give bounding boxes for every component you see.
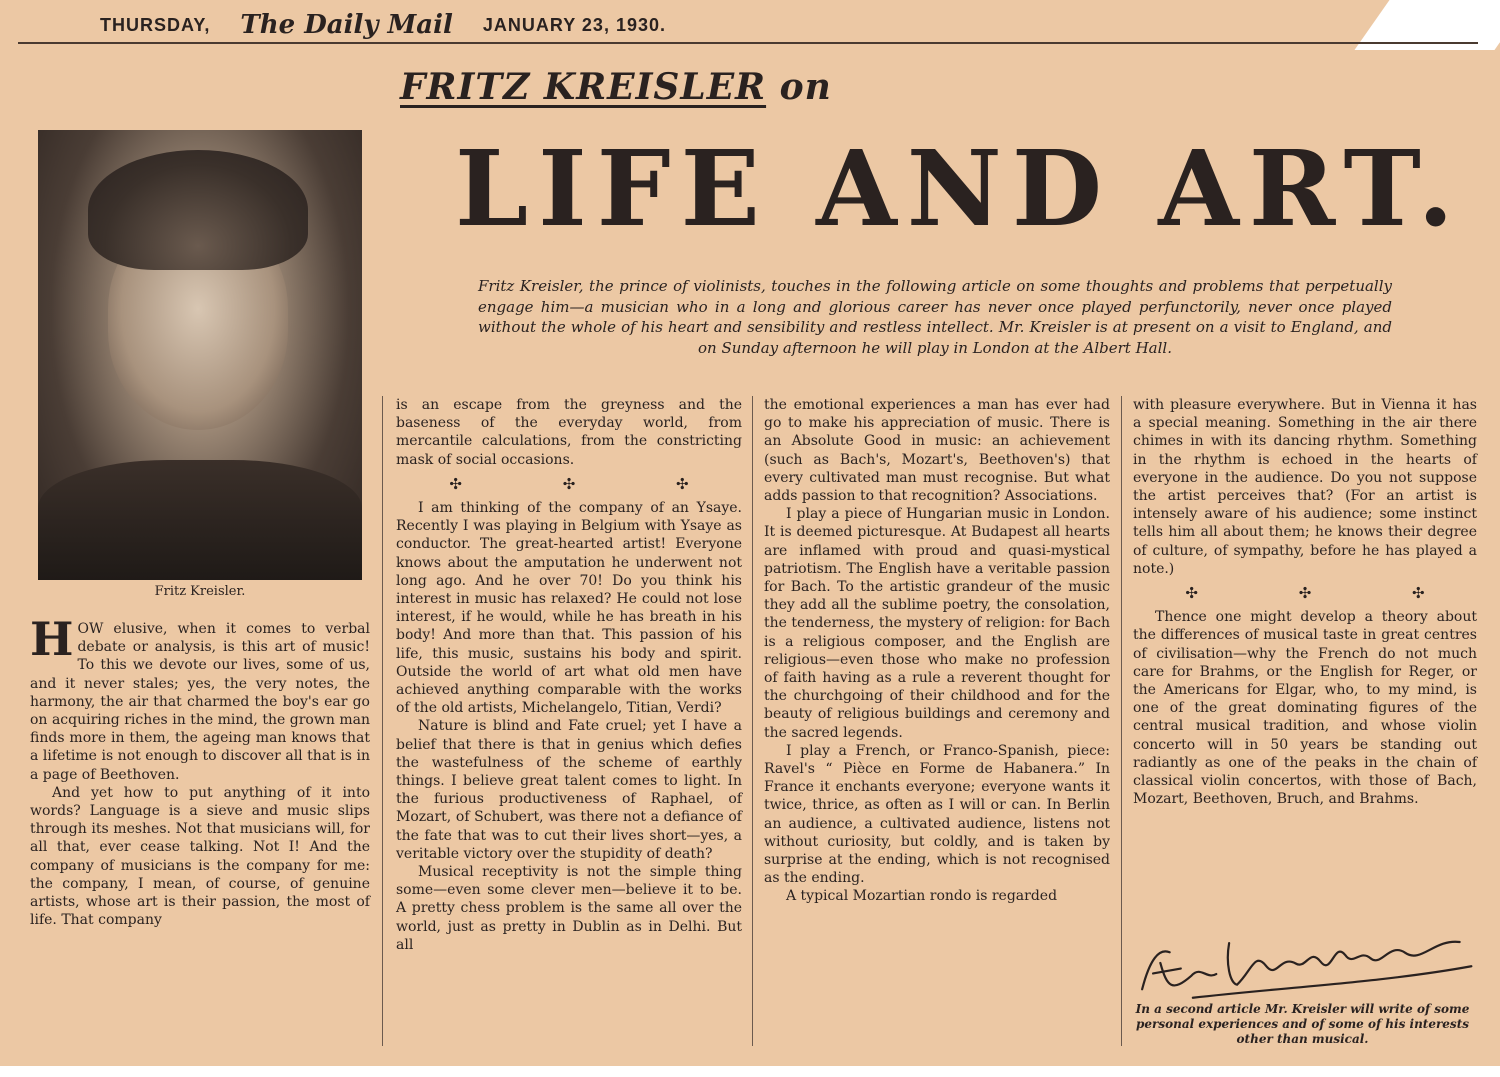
column-2-paragraph-1: is an escape from the greyness and the baseness of the everyday world, from mercantile calculations, from the constricting mask of social occasions. bbox=[396, 397, 742, 468]
masthead-day: THURSDAY, bbox=[100, 14, 211, 35]
masthead bbox=[100, 10, 740, 40]
section-ornament: ✣ ✣ ✣ bbox=[449, 474, 737, 493]
column-4-paragraph-1: with pleasure everywhere. But in Vienna it has a special meaning. Something in the air there chimes in with its dancing rhythm. Something in the rhythm is echoed in the hearts of everyone in the audience. Do you not suppose the artist perceives that? (For an artist is intensely aware of his audience; some instinct tells him all about them; he knows their degree of culture, of sympathy, before he has played a note.) bbox=[1133, 397, 1477, 577]
column-divider bbox=[752, 396, 753, 1046]
column-1-paragraph-1 bbox=[30, 612, 370, 784]
column-4-paragraph-2: Thence one might develop a theory about the differences of musical taste in great centres of civilisation—why the French do not much care for Brahms, or the English for Reger, or the Americans for Elgar, who, to my mind, is one of the great dominating figures of the central musical tradition, and whose violin concerto will in 50 years be standing out radiantly as one of the peaks in the chain of classical violin concertos, with those of Bach, Mozart, Beethoven, Bruch, and Brahms. bbox=[1133, 609, 1477, 808]
portrait-photo bbox=[38, 130, 362, 580]
column-3 bbox=[764, 396, 1110, 906]
kicker bbox=[400, 66, 860, 112]
column-2-paragraph-4: Musical receptivity is not the simple thing some—even some clever men—believe it to be. A pretty chess problem is the same all over the world, just as pretty in Dublin as in Delhi. But all bbox=[396, 864, 742, 953]
kicker-name: FRITZ KREISLER bbox=[400, 66, 767, 108]
column-1-paragraph-2: And yet how to put anything of it into words? Language is a sieve and music slips through its meshes. Not that musicians will, for all that, ever cease talking. Not I! And the company of musicians is the company for me: the company, I mean, of course, of genuine artists, whose art is their passion, the most of life. That company bbox=[30, 784, 370, 929]
column-2 bbox=[396, 396, 742, 954]
footnote: In a second article Mr. Kreisler will write of some personal experiences and of some of his interests other than musical. bbox=[1135, 1002, 1470, 1046]
masthead-paper-name: The Daily Mail bbox=[240, 10, 453, 40]
kicker-suffix: on bbox=[766, 66, 832, 108]
column-3-paragraph-1: the emotional experiences a man has ever had go to make his appreciation of music. There is an Absolute Good in music: an achievement (such as Bach's, Mozart's, Beethoven's) that every cultivated man must recognise. But what adds passion to that recognition? Associations. bbox=[764, 397, 1110, 505]
photo-hair-shape bbox=[88, 150, 308, 270]
drop-cap: H bbox=[30, 612, 74, 666]
column-4 bbox=[1133, 396, 1477, 808]
signature-strokes bbox=[1127, 896, 1477, 1010]
standfirst: Fritz Kreisler, the prince of violinists, touches in the following article on some thoughts and problems that perpetually engage him—a musician who in a long and glorious career has never once played perfunctorily, never once played without the whole of his heart and sensibility and restless intellect. Mr. Kreisler is at present on a visit to England, and on Sunday afternoon he will play in London at the Albert Hall. bbox=[478, 277, 1392, 357]
handwritten-signature bbox=[1127, 896, 1477, 1010]
column-1-paragraph-1-text: OW elusive, when it comes to verbal debate or analysis, is this art of music! To this we devote our lives, some of us, and it never stales; yes, the very notes, the harmony, the air that charmed the boy's ear go on acquiring riches in the mind, the grown man finds more in them, the ageing man knows that a lifetime is not enough to discover all that is in a page of Beethoven. bbox=[30, 621, 370, 783]
headline: LIFE AND ART. bbox=[455, 127, 1464, 250]
photo-caption: Fritz Kreisler. bbox=[154, 584, 246, 599]
column-2-paragraph-2: I am thinking of the company of an Ysaye. Recently I was playing in Belgium with Ysaye as conductor. The great-hearted artist! Everyone knows about the amputation he underwent not long ago. And he over 70! Do you think his interest in music has relaxed? He could not lose interest, if he would, while he has breath in his body! And more than that. This passion of his life, this music, sustains his body and spirit. Outside the world of art what old men have achieved anything comparable with the works of the old artists, Michelangelo, Titian, Verdi? bbox=[396, 500, 742, 717]
column-divider bbox=[382, 396, 383, 1046]
column-divider bbox=[1121, 396, 1122, 1046]
column-3-paragraph-3: I play a French, or Franco-Spanish, piece: Ravel's “ Pièce en Forme de Habanera.” In France it enchants everyone; everyone wants it twice, thrice, as often as I will or can. In Berlin an audience, a cultivated audience, listens not without curiosity, but coldly, and is taken by surprise at the ending, which is not recognised as the ending. bbox=[764, 742, 1110, 887]
column-2-paragraph-3: Nature is blind and Fate cruel; yet I have a belief that there is that in genius which defies the wastefulness of the scheme of earthly things. I believe great talent comes to light. In the furious productiveness of Raphael, of Mozart, of Schubert, was there not a defiance of the fate that was to cut their lives short—yes, a veritable victory over the stupidity of death? bbox=[396, 718, 742, 862]
column-3-paragraph-4: A typical Mozartian rondo is regarded bbox=[786, 888, 1058, 905]
column-3-paragraph-2: I play a piece of Hungarian music in London. It is deemed picturesque. At Budapest all hearts are inflamed with proud and quasi-mystical patriotism. The English have a veritable passion for Bach. To the artistic grandeur of the music they add all the sublime poetry, the consolation, the tenderness, the mystery of religion: for Bach is a religious composer, and the English are religious—even those who make no profession of faith having as a rule a reverent thought for the churchgoing of their childhood and for the beauty of religious buildings and ceremony and the sacred legends. bbox=[764, 506, 1110, 741]
photo-coat-shape bbox=[38, 460, 362, 580]
section-ornament: ✣ ✣ ✣ bbox=[1185, 584, 1473, 603]
column-1 bbox=[30, 612, 370, 929]
masthead-date: JANUARY 23, 1930. bbox=[482, 14, 666, 35]
masthead-rule bbox=[18, 42, 1478, 44]
